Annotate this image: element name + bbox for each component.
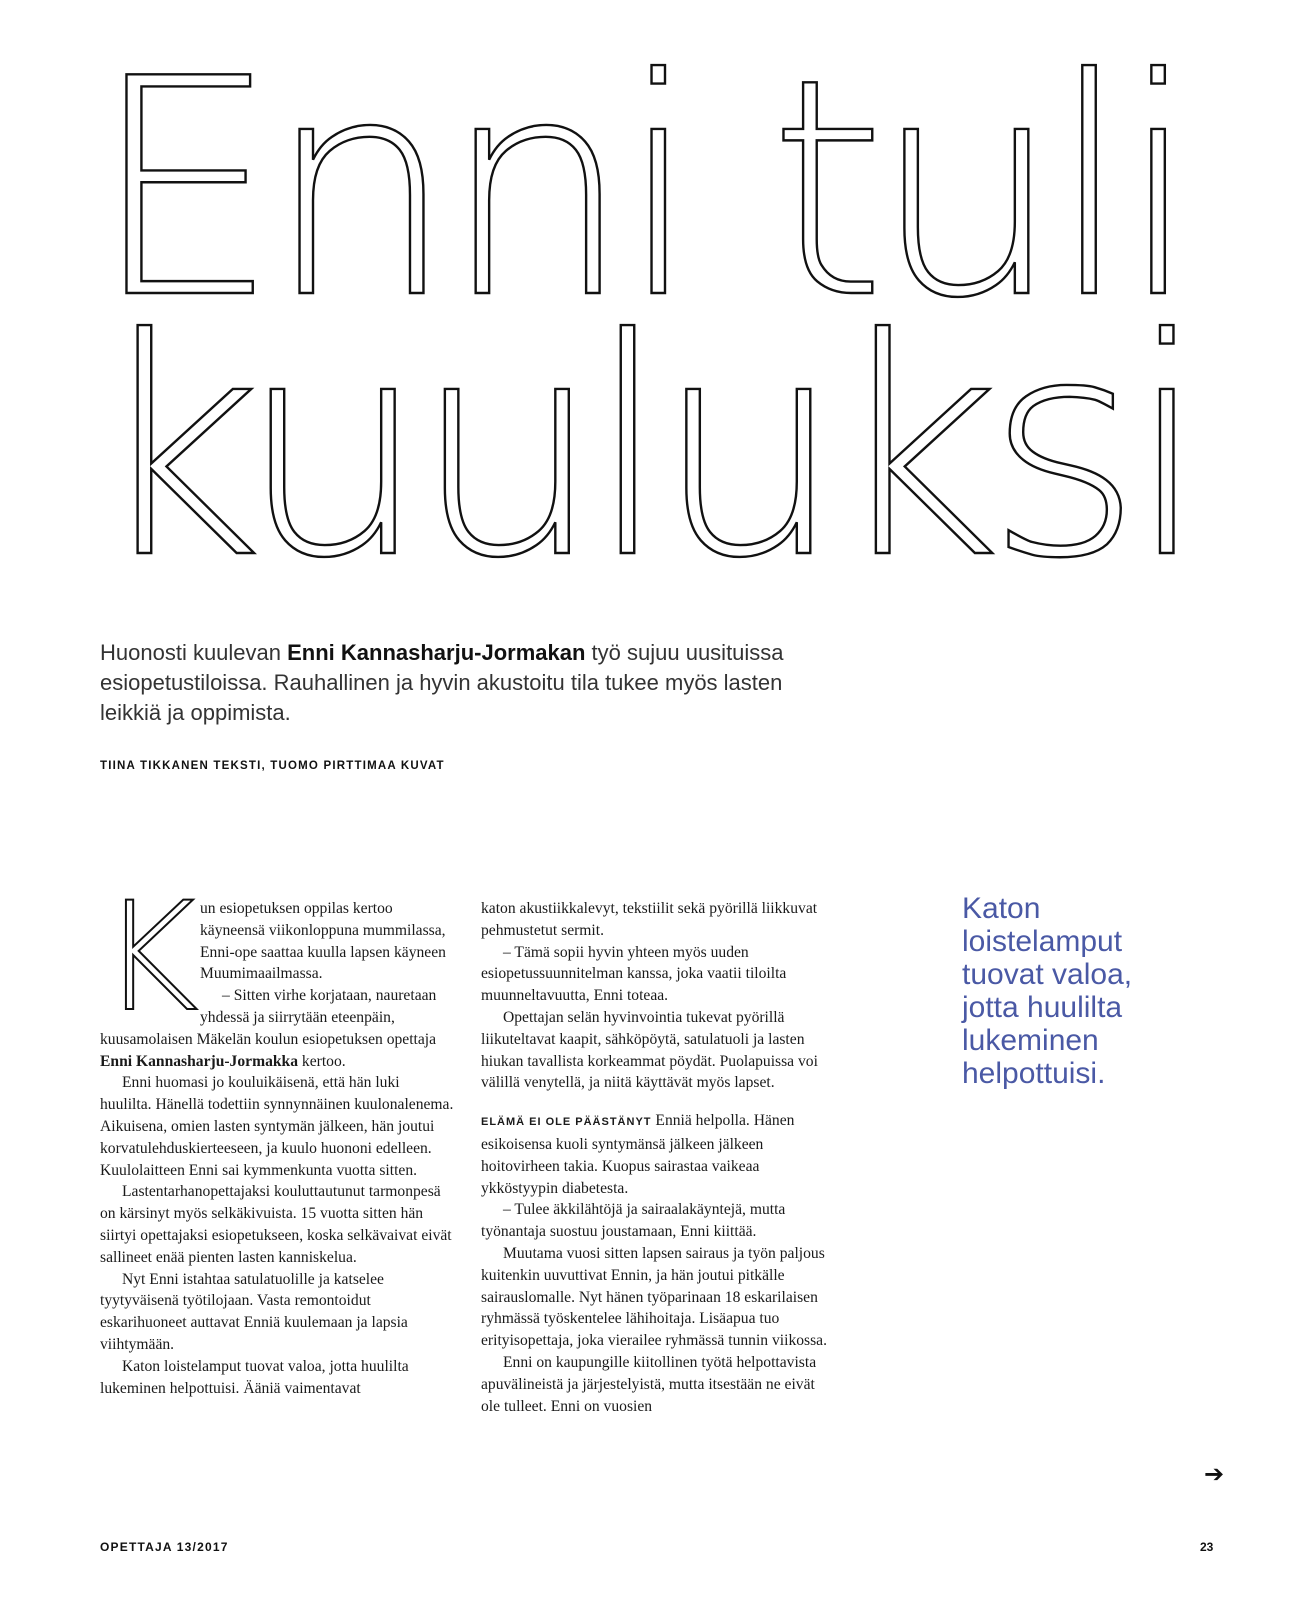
pull-quote: Katon loistelamput tuovat valoa, jotta huulilta lukeminen helpottuisi.: [962, 892, 1133, 1090]
paragraph: [481, 1110, 828, 1199]
paragraph-text: Enniä helpolla. Hänen esikoisensa kuoli syntymänsä jälkeen jälkeen hoitovirheen takia. Kuopus sairastaa vaikeaa ykköstyypin diabetesta.: [481, 1112, 795, 1197]
subheading: ELÄMÄ EI OLE PÄÄSTÄNYT: [481, 1116, 652, 1129]
headline-line-2: kuuluksi: [90, 275, 1194, 624]
lead-name: Enni Kannasharju-Jormakan: [287, 640, 586, 665]
paragraph: Opettajan selän hyvinvointia tukevat pyörillä liikuteltavat kaapit, sähköpöytä, satulatuoli ja lasten hiukan tavallista korkeammat pöydät. Puolapuissa voi välillä venytellä, ja niitä käyttävät myös lapset.: [481, 1008, 818, 1092]
paragraph: un esiopetuksen oppilas kertoo käyneensä viikonloppuna mummilassa, Enni-ope saattaa kuulla lapsen käyneen Muumimaailmassa.: [200, 900, 446, 983]
body-column-2: [481, 898, 828, 1417]
body-column-1: [100, 871, 455, 1399]
paragraph: Enni on kaupungille kiitollinen työtä helpottavista apuvälineistä ja järjestelyistä, mutta itsestään ne eivät ole tulleet. Enni on vuosien: [481, 1353, 817, 1415]
paragraph: Enni huomasi jo kouluikäisenä, että hän luki huulilta. Hänellä todettiin synnynnäinen kuulonalenema. Aikuisena, omien lasten syntymän jälkeen, hän joutui korvatulehduskierteeseen, ja kuulo huononi edelleen. Kuulolaitteen Enni sai kymmenkunta vuotta sitten.: [100, 1074, 454, 1179]
byline: TIINA TIKKANEN TEKSTI, TUOMO PIRTTIMAA KUVAT: [100, 760, 445, 772]
teacher-name: Enni Kannasharju-Jormakka: [100, 1052, 299, 1070]
article-lead: [100, 638, 820, 728]
lead-text-end: työ sujuu uusituissa esiopetustiloissa. Rauhallinen ja hyvin akustoitu tila tukee myös lasten leikkiä ja oppimista.: [100, 640, 784, 725]
drop-cap: K: [100, 871, 199, 1045]
paragraph: Muutama vuosi sitten lapsen sairaus ja työn paljous kuitenkin uuvuttivat Ennin, ja hän joutui pitkälle sairauslomalle. Nyt hänen työparinaan 18 eskarilaisen ryhmässä työskentelee lähihoitaja. Lisäapua tuo erityisopettaja, joka vierailee ryhmässä tunnin viikossa.: [481, 1244, 828, 1350]
paragraph: – Tulee äkkilähtöjä ja sairaalakäyntejä, mutta työnantaja suostuu joustamaan, Enni kiittää.: [481, 1201, 786, 1241]
paragraph: Nyt Enni istahtaa satulatuolille ja katselee tyytyväisenä työtilojaan. Vasta remontoidut eskarihuoneet auttavat Enniä kuulemaan ja lapsia viihtymään.: [100, 1270, 408, 1353]
section-gap: [481, 1094, 828, 1110]
arrow-right-icon[interactable]: ➔: [1204, 1460, 1225, 1488]
footer-page-number: 23: [1200, 1540, 1214, 1554]
paragraph: katon akustiikkalevyt, tekstiilit sekä pyörillä liikkuvat pehmustetut sermit.: [481, 900, 818, 939]
paragraph: – Tämä sopii hyvin yhteen myös uuden esiopetussuunnitelman kanssa, joka vaatii tiloilta muunneltavuutta, Enni toteaa.: [481, 943, 787, 1005]
footer-magazine: OPETTAJA 13/2017: [100, 1540, 229, 1554]
headline-line-1: Enni tuli: [90, 15, 1187, 364]
paragraph-text: kertoo.: [298, 1052, 346, 1070]
lead-text-start: Huonosti kuulevan: [100, 640, 288, 665]
paragraph: Katon loistelamput tuovat valoa, jotta huulilta lukeminen helpottuisi. Ääniä vaimentavat: [100, 1357, 409, 1397]
paragraph-text: – Sitten virhe korjataan, nauretaan yhdessä ja siirrytään eteenpäin, kuusamolaisen Mäkelän koulun esiopetuksen opettaja: [100, 987, 437, 1048]
paragraph: Lastentarhanopettajaksi kouluttautunut tarmonpesä on kärsinyt myös selkäkivuista. 15 vuotta sitten hän siirtyi opettajaksi esiopetukseen, koska selkävaivat eivät sallineet enää pienten lasten kanniskelua.: [100, 1183, 452, 1266]
